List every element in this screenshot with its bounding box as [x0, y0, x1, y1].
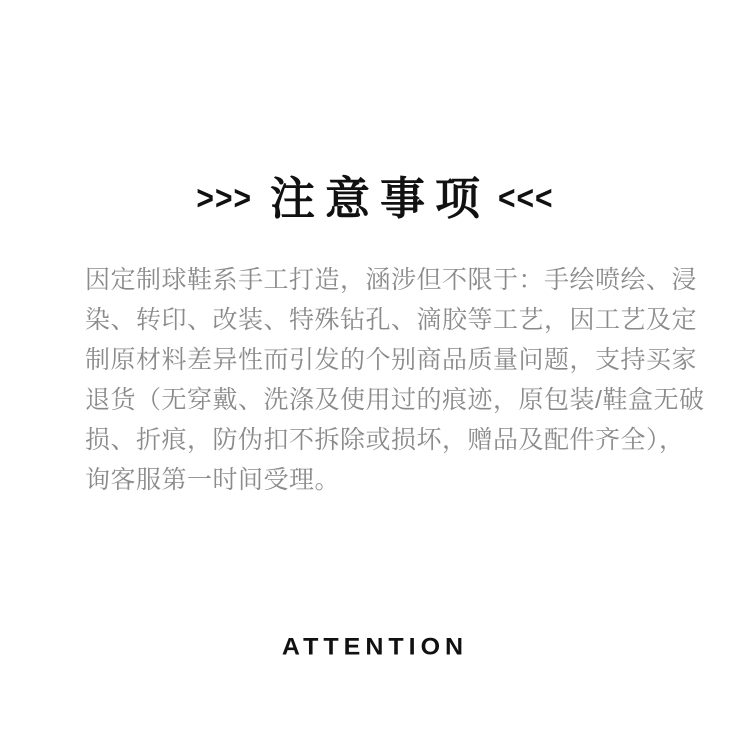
notice-paragraph — [85, 260, 705, 500]
notice-line: 因定制球鞋系手工打造，涵涉但不限于：手绘喷绘、浸 — [85, 266, 698, 294]
notice-line: 染、转印、改装、特殊钻孔、滴胶等工艺，因工艺及定 — [85, 306, 698, 334]
chevrons-left-icon: <<< — [498, 178, 554, 217]
page-title-text: 注意事项 — [269, 173, 490, 224]
notice-line: 退货（无穿戴、洗涤及使用过的痕迹，原包装/鞋盒无破 — [85, 386, 705, 414]
notice-line: 询客服第一时间受理。 — [85, 466, 341, 494]
notice-line: 制原材料差异性而引发的个别商品质量问题，支持买家 — [85, 346, 698, 374]
attention-label: ATTENTION — [281, 633, 469, 661]
chevrons-right-icon: >>> — [196, 178, 252, 217]
notice-line: 损、折痕，防伪扣不拆除或损坏，赠品及配件齐全）， — [85, 426, 685, 454]
page-title — [0, 173, 750, 224]
